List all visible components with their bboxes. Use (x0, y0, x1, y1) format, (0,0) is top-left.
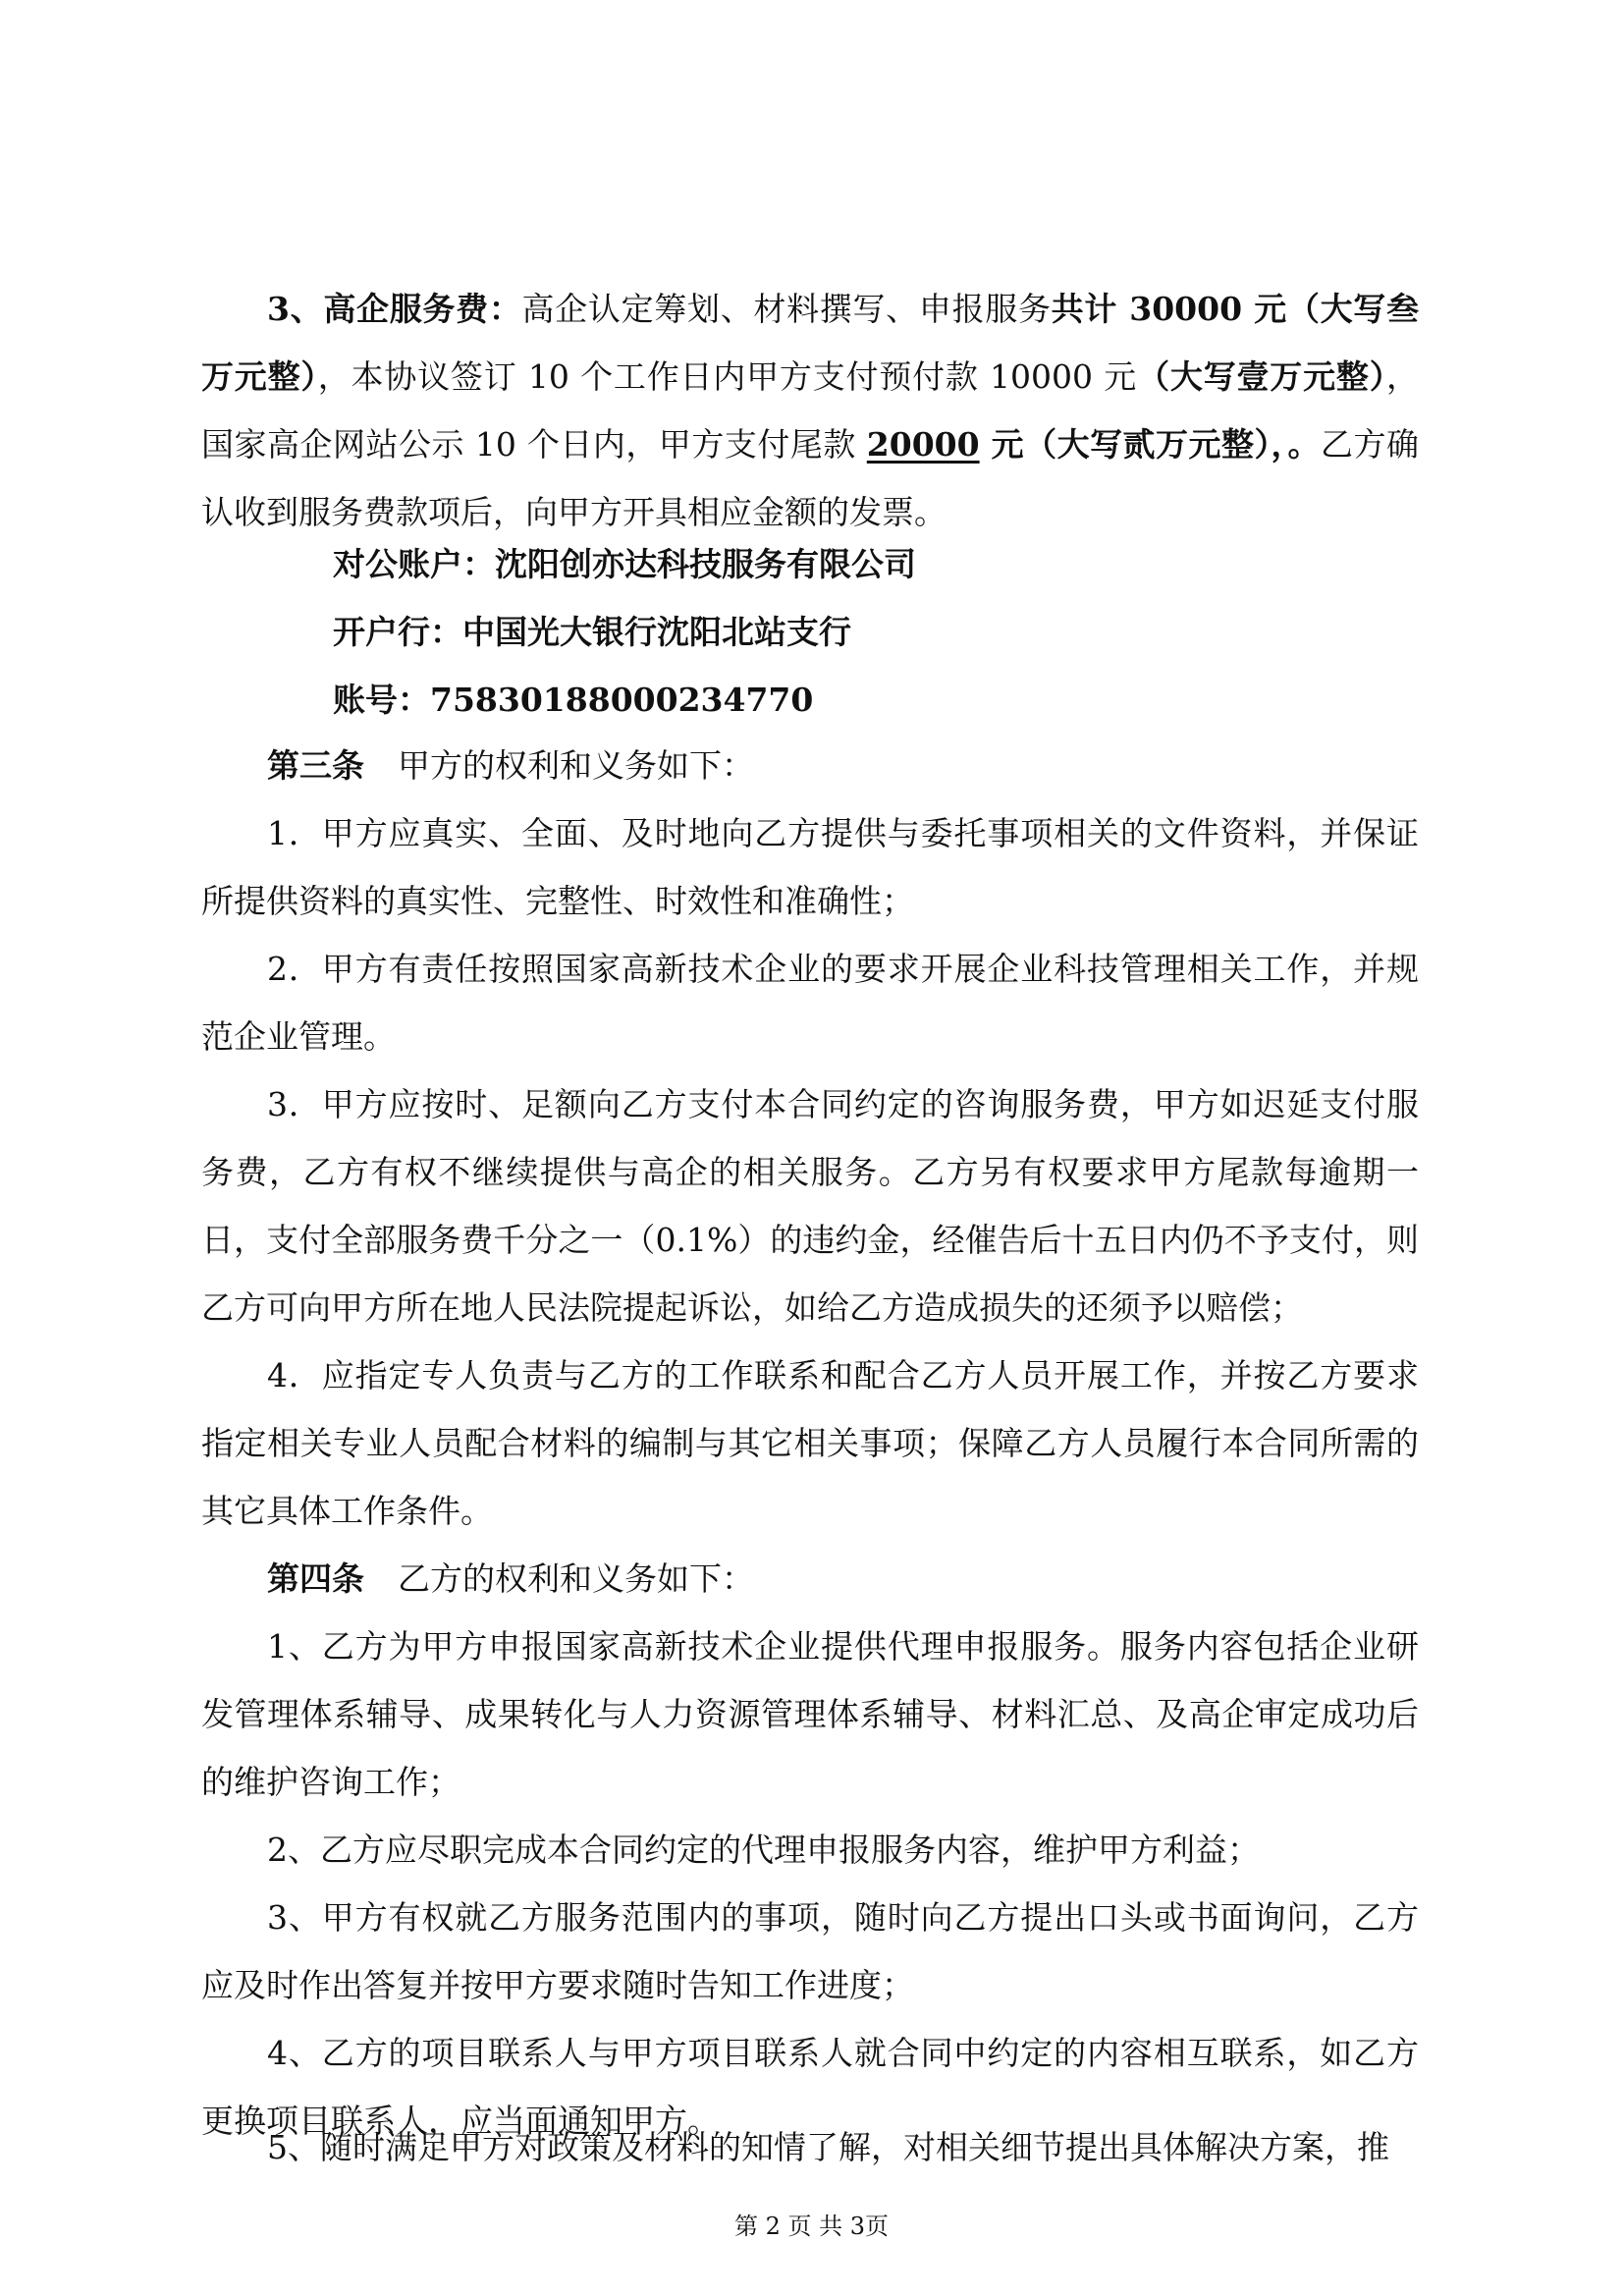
account-bank: 开户行：中国光大银行沈阳北站支行 (333, 613, 851, 651)
balance-amount: 20000 (866, 425, 980, 464)
article-4-heading: 第四条 乙方的权利和义务如下： (267, 1559, 754, 1598)
balance-amount-words: 元（大写贰万元整），。 (979, 425, 1322, 464)
article-4-item-3: 3、甲方有权就乙方服务范围内的事项，随时向乙方提出口头或书面询问，乙方应及时作出答复并按甲方要求随时告知工作进度； (201, 1898, 1419, 2004)
article-3-item-1: 1．甲方应真实、全面、及时地向乙方提供与委托事项相关的文件资料，并保证所提供资料的真实性、完整性、时效性和准确性； (201, 814, 1419, 920)
article-3-item-2: 2．甲方有责任按照国家高新技术企业的要求开展企业科技管理相关工作，并规范企业管理。 (201, 950, 1419, 1056)
article-3-heading: 第三条 甲方的权利和义务如下： (267, 746, 754, 785)
article-3-item-3: 3．甲方应按时、足额向乙方支付本合同约定的咨询服务费，甲方如迟延支付服务费，乙方有权不继续提供与高企的相关服务。乙方另有权要求甲方尾款每逾期一日，支付全部服务费千分之一（0.1%）的违约金，经催告后十五日内仍不予支付，则乙方可向甲方所在地人民法院提起诉讼，如给乙方造成损失的还须予以赔偿； (201, 1085, 1419, 1327)
article-3-title: 第三条 (267, 746, 364, 785)
article-3-item-4: 4．应指定专人负责与乙方的工作联系和配合乙方人员开展工作，并按乙方要求指定相关专业人员配合材料的编制与其它相关事项；保障乙方人员履行本合同所需的其它具体工作条件。 (201, 1356, 1419, 1530)
page-number-footer: 第 2 页 共 3页 (733, 2213, 890, 2240)
prepay-amount-words: （大写壹万元整） (1137, 357, 1387, 396)
fee-clause-heading: 3、高企服务费： (267, 290, 522, 328)
total-fee: 共计 30000 元（大写叁万元整） (201, 290, 1419, 396)
article-4-item-1: 1、乙方为甲方申报国家高新技术企业提供代理申报服务。服务内容包括企业研发管理体系辅导、成果转化与人力资源管理体系辅导、材料汇总、及高企审定成功后的维护咨询工作； (201, 1627, 1419, 1801)
article-4-item-2: 2、乙方应尽职完成本合同约定的代理申报服务内容，维护甲方利益； (267, 1831, 1260, 1869)
article-4-title: 第四条 (267, 1559, 364, 1598)
article-4-item-5: 5、随时满足甲方对政策及材料的知情了解，对相关细节提出具体解决方案，推 (267, 2128, 1389, 2166)
account-number: 账号：75830188000234770 (333, 681, 814, 719)
account-name: 对公账户：沈阳创亦达科技服务有限公司 (333, 545, 916, 583)
article-4-item-4: 4、乙方的项目联系人与甲方项目联系人就合同中约定的内容相互联系，如乙方更换项目联系人，应当面通知甲方。 (201, 2034, 1419, 2140)
fee-clause: 3、高企服务费：高企认定筹划、材料撰写、申报服务共计 30000 元（大写叁万元整），本协议签订 10 个工作日内甲方支付预付款 10000 元（大写壹万元整），国家高企网站公示 10 个日内，甲方支付尾款 20000 元（大写贰万元整），。乙方确认收到服务费款项后，向甲方开具相应金额的发票。 (201, 290, 1420, 531)
